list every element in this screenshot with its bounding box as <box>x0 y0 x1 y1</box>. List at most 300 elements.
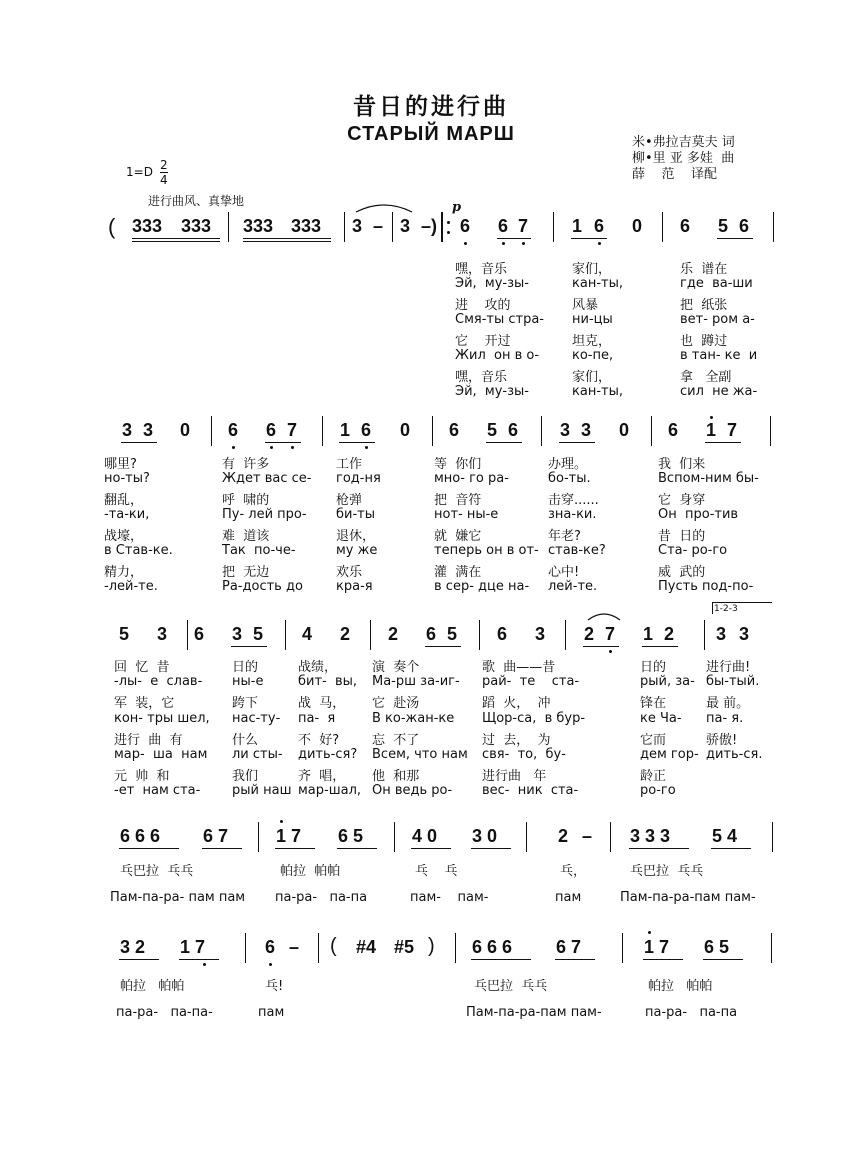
note: 6 <box>680 216 691 236</box>
beam <box>231 646 267 647</box>
barline <box>370 620 371 650</box>
lyric: 欢乐 <box>336 565 363 580</box>
volta-bracket-left <box>712 602 713 614</box>
lyric: 歌 曲——昔 <box>482 660 556 675</box>
note-group: 6 6 6 <box>472 937 513 957</box>
beam <box>486 442 522 443</box>
beam <box>132 241 220 242</box>
lyric: -ет нам ста- <box>114 783 201 799</box>
high-octave-dot <box>710 416 713 419</box>
note: 1 <box>572 216 583 236</box>
barline <box>662 212 663 242</box>
lyric: Ста- ро-го <box>658 543 728 558</box>
lyric: кан-ты, <box>572 384 623 399</box>
note: 5 <box>253 624 264 644</box>
beam <box>411 848 451 849</box>
note: 7 <box>518 216 529 236</box>
lyric: 不 好? <box>298 732 340 748</box>
lyric: Он ведь ро- <box>372 783 453 799</box>
dash: – <box>373 216 384 236</box>
note: 0 <box>632 216 643 236</box>
lyric: 战 马， <box>298 696 346 712</box>
note: 5 <box>447 624 458 644</box>
repeat-barline <box>441 212 443 242</box>
octave-dot <box>269 963 272 966</box>
barline <box>610 822 611 852</box>
lyric: зна-ки. <box>548 507 597 522</box>
octave-dot <box>598 242 601 245</box>
lyric: рый наш <box>232 783 292 799</box>
beam <box>202 848 242 849</box>
beam <box>425 646 461 647</box>
lyric: но-ты? <box>104 471 150 486</box>
lyric: 难 道该 <box>222 529 270 544</box>
lyric: 演 奏个 <box>372 660 420 675</box>
beam <box>275 848 315 849</box>
lyric: 战壕， <box>104 529 144 544</box>
note-group: 3 3 3 <box>630 826 671 846</box>
beam <box>119 959 159 960</box>
volta-label: 1-2-3 <box>714 604 738 614</box>
lyric: 最 前。 <box>706 696 750 712</box>
lyric: Щор-са, в бур- <box>482 710 586 726</box>
lyric: Пам-па-ра-пам пам- <box>620 890 756 905</box>
note-group: 6 5 <box>704 937 730 957</box>
lyric: па-ра- па-па- <box>116 1005 213 1020</box>
lyric: мно- го ра- <box>434 471 509 486</box>
lyric: би-ты <box>336 507 375 522</box>
high-octave-dot <box>648 931 651 934</box>
note-group: 1 7 <box>644 937 670 957</box>
time-signature <box>160 158 168 187</box>
key-signature: 1=D <box>126 165 153 179</box>
lyric: 家们， <box>572 370 612 385</box>
beam <box>703 959 743 960</box>
lyric: 把 无边 <box>222 565 270 580</box>
note-group: 333 <box>243 216 274 236</box>
lyric: ны-е <box>232 674 264 690</box>
note: #5 <box>394 937 415 957</box>
title-chinese: 昔日的进行曲 <box>353 93 509 120</box>
note: #4 <box>356 937 377 957</box>
lyric: па- я <box>298 710 336 726</box>
note: 6 <box>739 216 750 236</box>
lyric: 它 身穿 <box>658 493 706 508</box>
lyric: -лы- е слав- <box>114 674 203 690</box>
barline <box>245 933 246 963</box>
lyric: 拿 全副 <box>680 370 732 385</box>
dynamic-piano: p <box>452 200 462 215</box>
note: 3 <box>352 216 363 236</box>
lyric: 进行 曲 有 <box>114 732 183 748</box>
barline <box>541 416 542 446</box>
volta-bracket <box>712 602 772 603</box>
beam <box>119 848 179 849</box>
lyric: -та-ки, <box>104 507 150 522</box>
lyric: 哪里? <box>104 457 137 472</box>
note: 6 <box>426 624 437 644</box>
octave-dot <box>365 446 368 449</box>
note: 6 <box>460 216 471 236</box>
barline <box>704 620 705 650</box>
lyric: 灌 满在 <box>434 565 482 580</box>
note: 5 <box>487 420 498 440</box>
beam <box>339 442 375 443</box>
lyric: 翻乱， <box>104 493 144 508</box>
beam <box>121 442 157 443</box>
note: 6 <box>228 420 239 440</box>
note: 3 <box>122 420 133 440</box>
lyric: пам <box>555 890 582 905</box>
lyric: 乓巴拉 乓乓 <box>630 864 704 879</box>
lyric: Пам-па-ра-пам пам- <box>466 1005 602 1020</box>
lyric: 昔 日的 <box>658 529 706 544</box>
lyric: ко-пе, <box>572 348 614 363</box>
barline <box>392 212 393 242</box>
tie <box>586 610 622 622</box>
beam <box>643 959 683 960</box>
lyric: вет- ром а- <box>680 312 755 327</box>
lyric: 日的 <box>640 660 667 675</box>
lyric: 日的 <box>232 660 259 675</box>
beam <box>132 238 220 239</box>
lyric: Жил он в о- <box>455 348 540 363</box>
note: 0 <box>180 420 191 440</box>
lyric: 等 你们 <box>434 457 482 472</box>
note: 1 <box>340 420 351 440</box>
barline <box>526 822 527 852</box>
note: 7 <box>605 624 616 644</box>
lyric: 什么 <box>232 732 259 748</box>
lyric: ли сты- <box>232 747 283 762</box>
lyric: 齐 唱， <box>298 769 346 785</box>
lyric: 忘 不了 <box>372 732 420 748</box>
lyric: 风暴 <box>572 298 599 313</box>
lyric: 有 许多 <box>222 457 270 472</box>
lyric: мар-шал, <box>298 783 362 799</box>
lyric: Ждет вас се- <box>222 471 312 486</box>
barline <box>394 822 395 852</box>
lyric: В ко-жан-ке <box>372 710 455 726</box>
lyric: 就 嫌它 <box>434 529 482 544</box>
lyric: Смя-ты стра- <box>455 312 544 327</box>
lyric: Всем, что нам <box>372 747 468 762</box>
note: 5 <box>718 216 729 236</box>
note: 2 <box>558 826 569 846</box>
note: 6 <box>266 420 277 440</box>
lyric: Ма-рш за-иг- <box>372 674 460 690</box>
lyric: 乐 谱在 <box>680 262 728 277</box>
lyric: став-ке? <box>548 543 606 558</box>
beam <box>642 646 678 647</box>
lyric: 乓， <box>560 864 587 879</box>
barline <box>432 416 433 446</box>
barline <box>258 822 259 852</box>
beam <box>337 848 377 849</box>
lyric: 嘿，音乐 <box>455 370 508 385</box>
lyric: сил не жа- <box>680 384 758 399</box>
beam <box>555 959 595 960</box>
lyric: 回 忆 昔 <box>114 660 170 675</box>
lyric: 威 武的 <box>658 565 706 580</box>
lyric: 把 纸张 <box>680 298 728 313</box>
barline <box>455 933 456 963</box>
note: 1 <box>643 624 654 644</box>
lyric: 嘿，音乐 <box>455 262 508 277</box>
dash: – <box>289 937 300 957</box>
barline <box>772 822 773 852</box>
lyric: пам- пам- <box>410 890 489 905</box>
lyric: 进 攻的 <box>455 298 511 313</box>
tempo-marking: 进行曲风、真挚地 <box>148 194 245 208</box>
paren-close: ) <box>428 935 435 957</box>
beam <box>497 238 531 239</box>
note: 7 <box>287 420 298 440</box>
lyric: нот- ны-е <box>434 507 499 522</box>
lyric: 蹈 火， 冲 <box>482 696 551 712</box>
lyric: 跨下 <box>232 696 259 712</box>
lyric: кан-ты, <box>572 276 623 291</box>
note: 3 <box>581 420 592 440</box>
lyric: 军 装，它 <box>114 696 175 712</box>
note: 4 0 <box>412 826 438 846</box>
beam <box>629 848 689 849</box>
lyric: 它而 <box>640 732 667 748</box>
lyric: 他 和那 <box>372 769 420 785</box>
beam <box>471 848 511 849</box>
lyric: рый, за- <box>640 674 695 690</box>
beam <box>705 442 741 443</box>
lyric: па-ра- па-па <box>645 1005 738 1020</box>
note: 3 <box>535 624 546 644</box>
note: 6 5 <box>338 826 364 846</box>
note-group: 6 7 <box>203 826 229 846</box>
note: 6 <box>497 624 508 644</box>
barline <box>318 933 319 963</box>
lyric: 元 帅 和 <box>114 769 170 785</box>
lyric: в сер- дце на- <box>434 579 530 594</box>
lyric: 它 开过 <box>455 334 511 349</box>
note: 2 <box>340 624 351 644</box>
note: 3 <box>400 216 411 236</box>
barline <box>553 212 554 242</box>
lyric: 退休， <box>336 529 376 544</box>
barline <box>285 620 286 650</box>
lyric: 坦克， <box>572 334 612 349</box>
octave-dot <box>502 242 505 245</box>
lyric: 进行曲! <box>706 660 751 675</box>
lyric: 乓 乓 <box>415 864 458 879</box>
note: 4 <box>302 624 313 644</box>
beam <box>711 848 751 849</box>
note: 6 <box>508 420 519 440</box>
beam <box>717 238 753 239</box>
lyric: ни-цы <box>572 312 613 327</box>
barline <box>344 212 345 242</box>
octave-dot <box>464 242 467 245</box>
lyric: 呼 啸的 <box>222 493 270 508</box>
octave-dot <box>291 446 294 449</box>
note: 2 <box>388 624 399 644</box>
beam <box>243 238 331 239</box>
lyric: вес- ник ста- <box>482 783 579 799</box>
lyric: лей-те. <box>548 579 598 594</box>
lyric: бы-тый. <box>706 674 760 690</box>
lyric: дить-ся? <box>298 747 358 762</box>
barline <box>187 620 188 650</box>
lyric: дем гор- <box>640 747 699 762</box>
time-signature-bottom: 4 <box>160 173 168 187</box>
octave-dot <box>609 650 612 653</box>
note-group: 5 4 <box>712 826 738 846</box>
tie <box>354 200 414 214</box>
lyric: 我们 <box>232 769 259 785</box>
lyric: 乓巴拉 乓乓 <box>474 979 548 994</box>
lyric: Он про-тив <box>658 507 739 522</box>
lyric: 把 音符 <box>434 493 482 508</box>
title-russian: СТАРЫЙ МАРШ <box>347 123 515 145</box>
lyric: па-ра- па-па <box>275 890 368 905</box>
beam <box>179 959 219 960</box>
note: 0 <box>619 420 630 440</box>
barline <box>622 933 623 963</box>
note: 6 <box>594 216 605 236</box>
note-group: 333 <box>132 216 163 236</box>
lyric: 击穿...... <box>548 493 599 508</box>
octave-dot <box>232 446 235 449</box>
paren-open: ( <box>330 935 337 957</box>
dash: – <box>582 826 593 846</box>
barline <box>322 416 323 446</box>
note: 3 <box>560 420 571 440</box>
lyric: па- я. <box>706 710 744 726</box>
lyric: кон- тры шел, <box>114 710 210 726</box>
note: 3 <box>739 624 750 644</box>
note: 3 <box>157 624 168 644</box>
lyric: дить-ся. <box>706 747 763 762</box>
beam <box>559 442 595 443</box>
lyric: 家们， <box>572 262 612 277</box>
note-group: 333 <box>291 216 322 236</box>
note: 6 <box>449 420 460 440</box>
lyric: рай- те ста- <box>482 674 580 690</box>
barline <box>771 933 772 963</box>
lyric: кра-я <box>336 579 373 594</box>
lyric: 也 蹲过 <box>680 334 728 349</box>
lyric: Эй, му-зы- <box>455 384 529 399</box>
barline <box>651 416 652 446</box>
barline <box>211 416 212 446</box>
lyric: ро-го <box>640 783 676 799</box>
lyric: му же <box>336 543 378 558</box>
time-signature-top: 2 <box>160 158 168 172</box>
lyric: в Став-ке. <box>104 543 173 558</box>
beam <box>571 238 607 239</box>
lyric: Пу- лей про- <box>222 507 307 522</box>
note: 1 7 <box>276 826 302 846</box>
barline <box>479 620 480 650</box>
note: 1 <box>706 420 717 440</box>
lyric: мар- ша нам <box>114 747 208 762</box>
lyric: Вспом-ним бы- <box>658 471 759 486</box>
note: 6 <box>194 624 205 644</box>
lyric: где ва-ши <box>680 276 753 291</box>
barline <box>773 212 774 242</box>
lyric: бит- вы, <box>298 674 358 690</box>
note: 2 <box>584 624 595 644</box>
note: 6 <box>668 420 679 440</box>
lyric: 骄傲! <box>706 732 738 748</box>
note: 3 <box>232 624 243 644</box>
barline <box>770 416 771 446</box>
lyric: -лей-те. <box>104 579 158 594</box>
lyric: в тан- ке и <box>680 348 758 363</box>
beam <box>471 959 531 960</box>
lyric: 帕拉 帕帕 <box>648 979 713 994</box>
note: 3 <box>716 624 727 644</box>
lyric: 进行曲 年 <box>482 769 547 785</box>
lyric: бо-ты. <box>548 471 591 486</box>
note: 5 <box>119 624 130 644</box>
dash-paren: –) <box>421 216 438 236</box>
lyric: 锋在 <box>640 696 667 712</box>
lyric: 乓! <box>265 979 284 994</box>
lyric: 帕拉 帕帕 <box>120 979 185 994</box>
beam <box>583 646 619 647</box>
note-group: 1 7 <box>180 937 206 957</box>
beam <box>265 442 301 443</box>
paren-open: ( <box>108 214 116 239</box>
lyric: 我 们来 <box>658 457 706 472</box>
lyric: 乓巴拉 乓乓 <box>120 864 194 879</box>
note: 2 <box>664 624 675 644</box>
barline <box>228 212 229 242</box>
lyric: свя- то, бу- <box>482 747 566 762</box>
note-group: 6 7 <box>556 937 582 957</box>
repeat-dot <box>447 231 450 234</box>
barline <box>565 620 566 650</box>
lyric: 年老? <box>548 529 581 544</box>
lyric: 精力， <box>104 565 144 580</box>
octave-dot <box>522 242 525 245</box>
high-octave-dot <box>280 820 283 823</box>
lyric: теперь он в от- <box>434 543 539 558</box>
note: 3 <box>143 420 154 440</box>
lyric: 战绩， <box>298 660 338 675</box>
credits: 米•弗拉吉莫夫 词 柳•里 亚 多娃 曲 薛 范 译配 <box>632 135 735 182</box>
note: 6 <box>498 216 509 236</box>
lyric: 心中! <box>548 565 580 580</box>
lyric: Так по-че- <box>222 543 296 558</box>
lyric: Пам-па-ра- пам пам <box>110 890 246 905</box>
note: 6 <box>265 937 276 957</box>
beam <box>243 241 331 242</box>
note-group: 6 6 6 <box>120 826 161 846</box>
lyric: пам <box>258 1005 285 1020</box>
lyric: 工作 <box>336 457 363 472</box>
lyric: Пусть под-по- <box>658 579 754 594</box>
repeat-dot <box>447 221 450 224</box>
lyric: Ра-дость до <box>222 579 303 594</box>
lyric: 办理。 <box>548 457 588 472</box>
lyric: нас-ту- <box>232 710 281 726</box>
octave-dot <box>270 446 273 449</box>
lyric: 它 赴汤 <box>372 696 420 712</box>
octave-dot <box>203 963 206 966</box>
note: 0 <box>400 420 411 440</box>
note-group: 3 2 <box>120 937 146 957</box>
lyric: 帕拉 帕帕 <box>280 864 341 879</box>
